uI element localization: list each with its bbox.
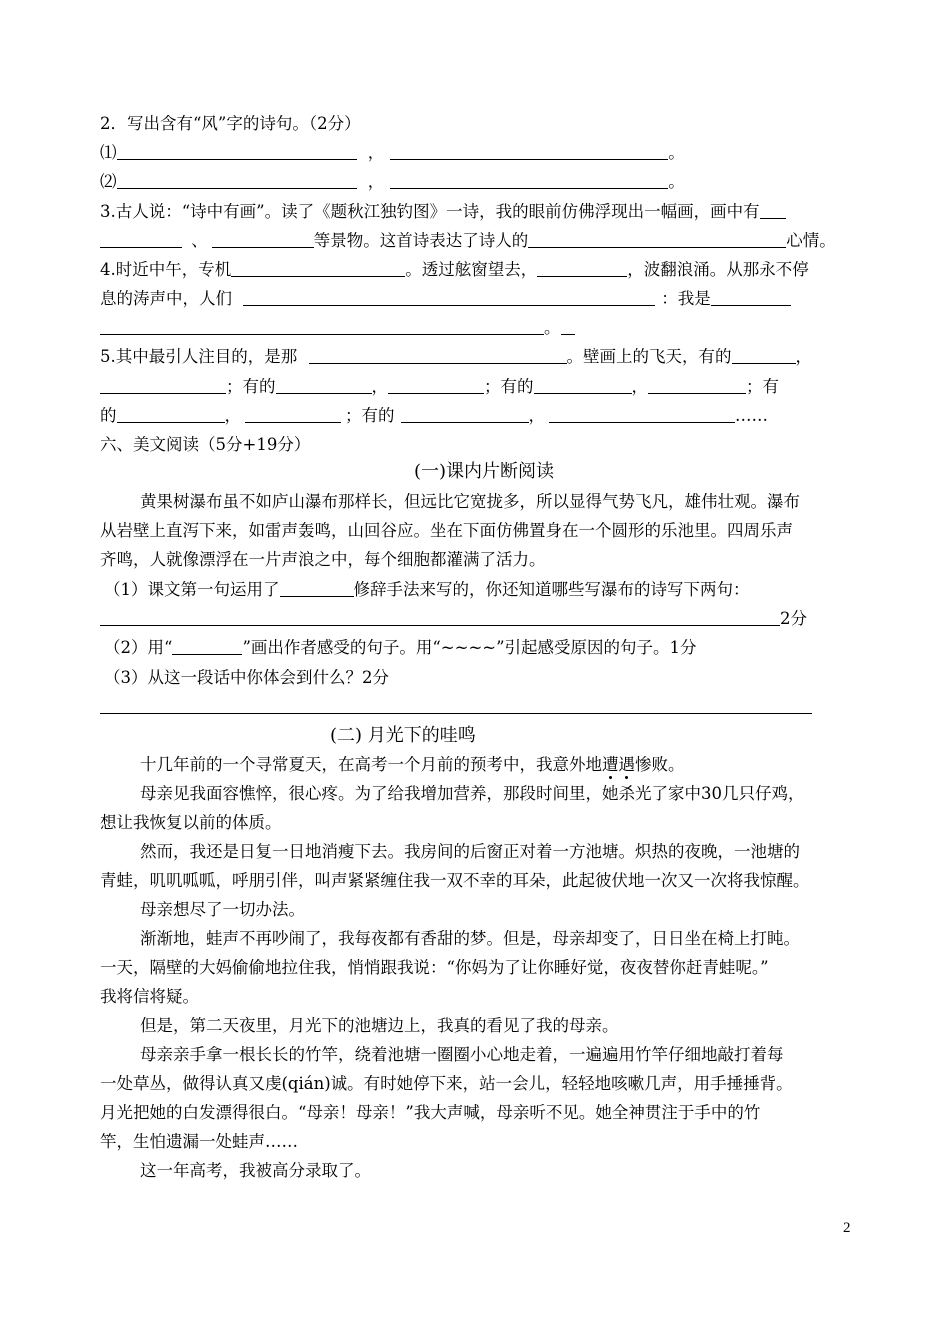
story-text: 十几年前的一个寻常夏天，在高考一个月前的预考中，我意外地 [140, 755, 602, 774]
q2-item-2 [100, 171, 685, 193]
q5-h: ；有 [746, 377, 779, 396]
story-text: 一天，隔壁的大妈偷偷地拉住我，悄悄跟我说：“你妈为了让你睡好觉，夜夜替你赶青蛙呢。” [100, 958, 769, 977]
answer-blank[interactable] [100, 318, 544, 335]
story-text: 竿，生怕遗漏一处蛙声…… [100, 1132, 298, 1151]
part1-q1 [104, 579, 750, 601]
story-line [100, 870, 810, 892]
answer-blank[interactable] [309, 347, 567, 364]
story-text: 母亲亲手拿一根长长的竹竿，绕着池塘一圈圈小心地走着，一遍遍用竹竿仔细地敲打着每 [140, 1045, 784, 1064]
story-text: 母亲想尽了一切办法。 [140, 900, 305, 919]
story-text: 想让我恢复以前的体质。 [100, 813, 282, 832]
q2-item-1 [100, 142, 685, 164]
story-line [140, 1160, 371, 1182]
answer-blank[interactable] [245, 406, 341, 423]
answer-blank[interactable] [117, 172, 357, 189]
part1-q1-answer [100, 608, 807, 630]
answer-blank[interactable] [401, 406, 529, 423]
q4-f: 。 [544, 318, 561, 337]
answer-blank[interactable] [276, 377, 372, 394]
story-line [100, 1131, 298, 1153]
answer-blank[interactable] [212, 231, 314, 248]
page-number: 2 [843, 1220, 851, 1236]
part1-title [414, 460, 554, 484]
story-line [140, 1044, 784, 1066]
part1-q2-b: ”画出作者感受的句子。用“~~~~”引起感受原因的句子。1分 [242, 638, 697, 657]
answer-blank[interactable] [100, 377, 226, 394]
q5-b: 。壁画上的飞天，有的 [566, 347, 732, 366]
part1-q3 [104, 667, 389, 689]
q2-comma: ， [367, 143, 385, 162]
q5-d: ；有的 [226, 377, 276, 396]
story-line [140, 899, 305, 921]
story-text: 青蛙，叽叽呱呱，呼朋引伴，叫声紧紧缠住我一双不幸的耳朵，此起彼伏地一次又一次将我惊醒。 [100, 871, 810, 890]
answer-blank[interactable] [280, 580, 354, 597]
answer-blank[interactable] [100, 609, 780, 626]
answer-blank[interactable] [388, 377, 484, 394]
answer-line[interactable] [100, 712, 812, 714]
answer-blank[interactable] [549, 406, 735, 423]
part1-q1-b: 修辞手法来写的，你还知道哪些写瀑布的诗写下两句： [353, 580, 750, 599]
story-text: 但是，第二天夜里，月光下的池塘边上，我真的看见了我的母亲。 [140, 1016, 619, 1035]
q2-title [100, 113, 361, 135]
part1-title-text: (一)课内片断阅读 [414, 461, 555, 482]
story-text: 这一年高考，我被高分录取了。 [140, 1161, 371, 1180]
q5-c: ， [795, 347, 812, 366]
q3-text: 3.古人说：“诗中有画”。读了《题秋江独钓图》一诗，我的眼前仿佛浮现出一幅画，画中有 [100, 202, 760, 221]
answer-blank[interactable] [243, 289, 655, 306]
story-line [100, 986, 199, 1008]
answer-blank[interactable] [711, 289, 791, 306]
q5-j: ， [224, 406, 241, 425]
q5-i: 的 [100, 406, 117, 425]
story-line [140, 928, 800, 950]
q4-b: 。透过舷窗望去， [405, 260, 538, 279]
passage1-line [100, 520, 793, 542]
q2-period: 。 [668, 143, 685, 162]
q5-g: ， [631, 377, 648, 396]
q5-m: …… [735, 406, 768, 425]
answer-blank[interactable] [760, 202, 786, 219]
answer-blank[interactable] [231, 260, 405, 277]
q5-line3 [100, 405, 768, 427]
part2-title-text: (二) 月光下的哇鸣 [330, 725, 476, 746]
q5-l: ， [528, 406, 545, 425]
passage1-text: 黄果树瀑布虽不如庐山瀑布那样长，但远比它宽拢多，所以显得气势飞凡，雄伟壮观。瀑布 [140, 492, 800, 511]
story-line [140, 783, 805, 805]
q5-e: ， [371, 377, 388, 396]
story-line [140, 1015, 619, 1037]
story-line [140, 754, 685, 776]
answer-blank[interactable] [117, 143, 357, 160]
q4-d: 息的涛声中，人们 [100, 289, 232, 308]
q3-line2 [100, 230, 836, 252]
q4-line1 [100, 259, 809, 281]
answer-blank[interactable] [390, 143, 668, 160]
story-text: 一处草丛，做得认真又虔(qián)诚。有时她停下来，站一会儿，轻轻地咳嗽几声，用手捶捶背。 [100, 1074, 793, 1093]
story-text: 母亲见我面容憔悴，很心疼。为了给我增加营养，那段时间里，她杀光了家中30几只仔鸡， [140, 784, 805, 803]
q3-mid: 等景物。这首诗表达了诗人的 [313, 231, 529, 250]
part1-q1-a: （1）课文第一句运用了 [104, 580, 280, 599]
emphasis-char: 遭 [602, 755, 619, 774]
answer-blank[interactable] [117, 406, 225, 423]
story-text: 渐渐地，蛙声不再吵闹了，我每夜都有香甜的梦。但是，母亲却变了，日日坐在椅上打盹。 [140, 929, 800, 948]
story-line [140, 841, 800, 863]
story-line [100, 957, 769, 979]
passage1-text: 从岩壁上直泻下来，如雷声轰鸣，山回谷应。坐在下面仿佛置身在一个圆形的乐池里。四周乐声 [100, 521, 793, 540]
answer-blank[interactable] [390, 172, 668, 189]
section6-heading [100, 434, 310, 456]
passage1-line [140, 491, 800, 513]
q4-line2 [100, 288, 791, 310]
part2-title [330, 724, 476, 748]
story-text: 我将信将疑。 [100, 987, 199, 1006]
section6-heading-text: 六、美文阅读（5分+19分） [100, 435, 311, 454]
q5-k: ；有的 [345, 406, 395, 425]
part1-q2 [104, 637, 697, 659]
q5-f: ；有的 [484, 377, 534, 396]
emphasis-char: 遇 [618, 755, 635, 774]
q4-a: 4.时近中午，专机 [100, 260, 232, 279]
q4-e: ：我是 [661, 289, 711, 308]
story-line [100, 812, 282, 834]
part1-q3-text: （3）从这一段话中你体会到什么？2分 [104, 668, 389, 687]
answer-blank[interactable] [534, 377, 632, 394]
q2-item2-label: ⑵ [100, 172, 117, 191]
answer-blank[interactable] [172, 638, 242, 655]
part1-q1-score: 2分 [780, 609, 807, 628]
part1-q2-a: （2）用“ [104, 638, 173, 657]
q3-sep: 、 [191, 231, 208, 250]
q3-end: 心情。 [786, 231, 836, 250]
answer-blank[interactable] [100, 231, 182, 248]
story-text: 然而，我还是日复一日地消瘦下去。我房间的后窗正对着一方池塘。炽热的夜晚，一池塘的 [140, 842, 800, 861]
q5-line1 [100, 346, 812, 368]
passage1-text: 齐鸣，人就像漂浮在一片声浪之中，每个细胞都灌满了活力。 [100, 550, 546, 569]
q2-comma: ， [367, 172, 385, 191]
q2-item1-label: ⑴ [100, 143, 117, 162]
q2-title-text: 2．写出含有“风”字的诗句。（2分） [100, 114, 361, 133]
q3-line1 [100, 201, 786, 223]
answer-blank[interactable] [528, 231, 786, 248]
story-text: 惨败。 [635, 755, 685, 774]
answer-blank[interactable] [648, 377, 746, 394]
story-line [100, 1073, 793, 1095]
answer-blank[interactable] [732, 347, 796, 364]
story-line [100, 1102, 760, 1124]
q4-line3 [100, 317, 575, 339]
q5-a: 5.其中最引人注目的，是那 [100, 347, 298, 366]
q4-c: ，波翻浪涌。从那永不停 [627, 260, 809, 279]
q5-line2 [100, 376, 779, 398]
q2-period: 。 [668, 172, 685, 191]
story-text: 月光把她的白发漂得很白。“母亲！母亲！”我大声喊，母亲听不见。她全神贯注于手中的竹 [100, 1103, 761, 1122]
answer-blank[interactable] [561, 318, 575, 335]
answer-blank[interactable] [537, 260, 627, 277]
passage1-line [100, 549, 546, 571]
